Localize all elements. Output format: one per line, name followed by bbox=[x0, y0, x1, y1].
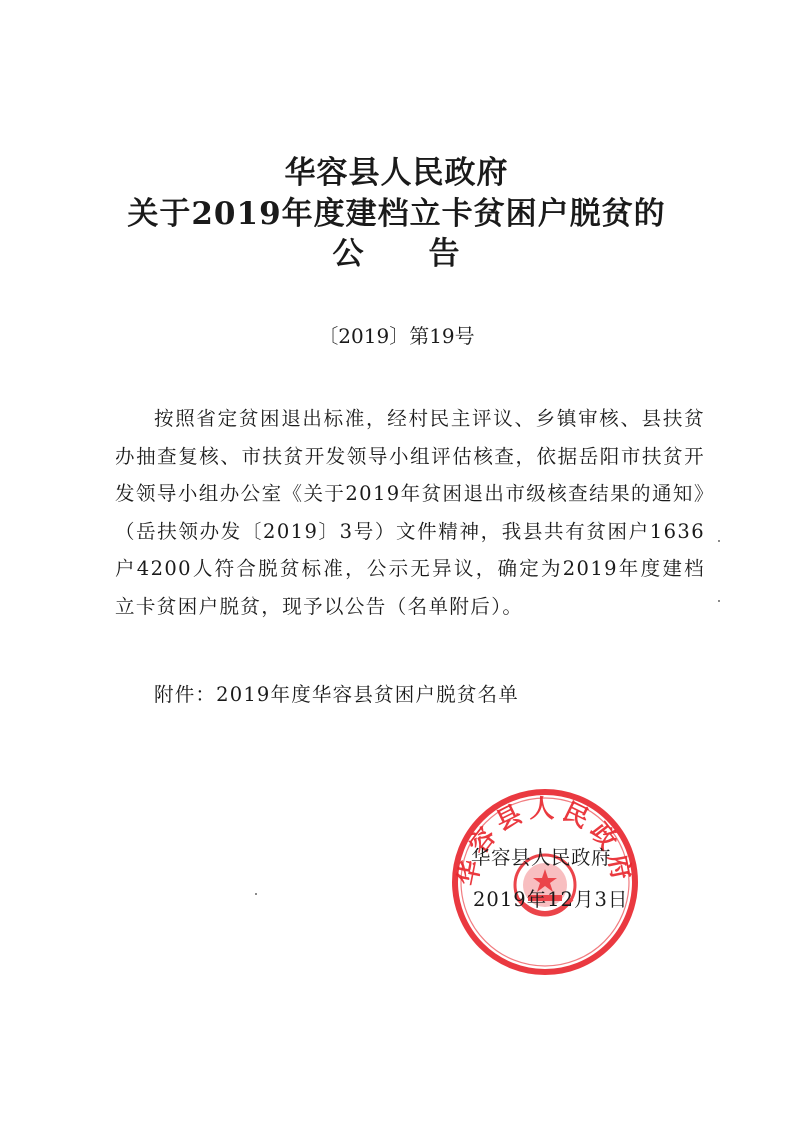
seal-text: 华容县人民政府 bbox=[452, 794, 638, 888]
document-number: 〔2019〕第19号 bbox=[318, 324, 475, 348]
scan-speck bbox=[718, 600, 720, 602]
document-title-line-3 bbox=[0, 236, 793, 272]
title-char-gao: 告 bbox=[428, 236, 461, 272]
signature-org: 华容县人民政府 bbox=[471, 846, 612, 869]
document-title-line-2: 关于2019年度建档立卡贫困户脱贫的 bbox=[127, 196, 666, 232]
scan-speck bbox=[255, 893, 257, 895]
scan-speck bbox=[718, 540, 720, 542]
title-char-gong: 公 bbox=[332, 236, 365, 272]
document-title-line-1: 华容县人民政府 bbox=[284, 155, 509, 191]
announcement-body: 按照省定贫困退出标准，经村民主评议、乡镇审核、县扶贫办抽查复核、市扶贫开发领导小组评估核查，依据岳阳市扶贫开发领导小组办公室《关于2019年贫困退出市级核查结果的通知》（岳扶领办发〔2019〕3号）文件精神，我县共有贫困户1636户4200人符合脱贫标准，公示无异议，确定为2019年度建档立卡贫困户脱贫，现予以公告（名单附后）。 bbox=[115, 407, 705, 618]
signature-block bbox=[471, 843, 671, 915]
signature-date: 2019年12月3日 bbox=[473, 888, 629, 911]
attachment-line: 附件：2019年度华容县贫困户脱贫名单 bbox=[154, 683, 519, 706]
